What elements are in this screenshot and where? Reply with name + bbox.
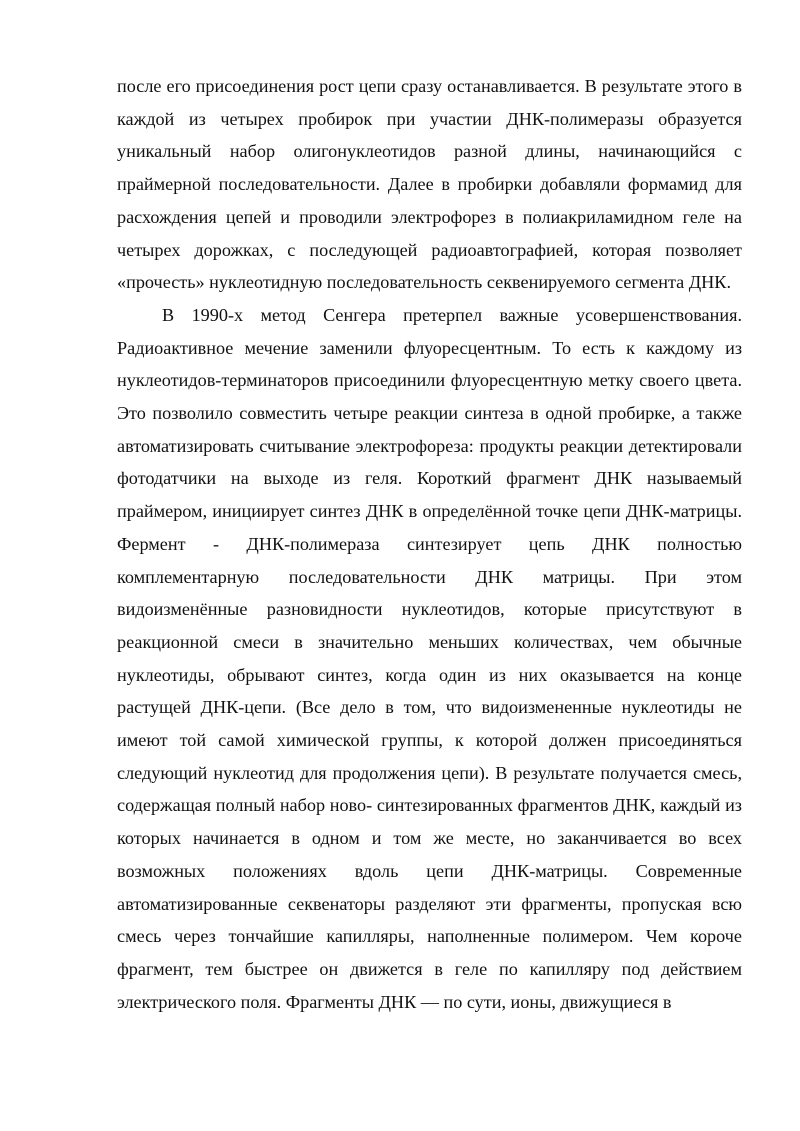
document-page: [117, 70, 742, 1018]
paragraph-continuation: после его присоединения рост цепи сразу останавливается. В результате этого в каждой из четырех пробирок при участии ДНК-полимеразы образуется уникальный набор олигонуклеотидов разной длины, начинающийся с праймерной последовательности. Далее в пробирки добавляли формамид для расхождения цепей и проводили электрофорез в полиакриламидном геле на четырех дорожках, с последующей радиоавтографией, которая позволяет «прочесть» нуклеотидную последовательность секвенируемого сегмента ДНК.: [117, 76, 742, 293]
paragraph-sanger-improvements: В 1990-х метод Сенгера претерпел важные усовершенствования. Радиоактивное мечение заменили флуоресцентным. То есть к каждому из нуклеотидов-терминаторов присоединили флуоресцентную метку своего цвета. Это позволило совместить четыре реакции синтеза в одной пробирке, а также автоматизировать считывание электрофореза: продукты реакции детектировали фотодатчики на выходе из геля. Короткий фрагмент ДНК называемый праймером, инициирует синтез ДНК в определённой точке цепи ДНК-матрицы. Фермент - ДНК-полимераза синтезирует цепь ДНК полностью комплементарную последовательности ДНК матрицы. При этом видоизменённые разновидности нуклеотидов, которые присутствуют в реакционной смеси в значительно меньших количествах, чем обычные нуклеотиды, обрывают синтез, когда один из них оказывается на конце растущей ДНК-цепи. (Все дело в том, что видоизмененные нуклеотиды не имеют той самой химической группы, к которой должен присоединяться следующий нуклеотид для продолжения цепи). В результате получается смесь, содержащая полный набор ново- синтезированных фрагментов ДНК, каждый из которых начинается в одном и том же месте, но заканчивается во всех возможных положениях вдоль цепи ДНК-матрицы. Современные автоматизированные секвенаторы разделяют эти фрагменты, пропуская всю смесь через тончайшие капилляры, наполненные полимером. Чем короче фрагмент, тем быстрее он движется в геле по капилляру под действием электрического поля. Фрагменты ДНК — по сути, ионы, движущиеся в: [117, 304, 742, 1012]
